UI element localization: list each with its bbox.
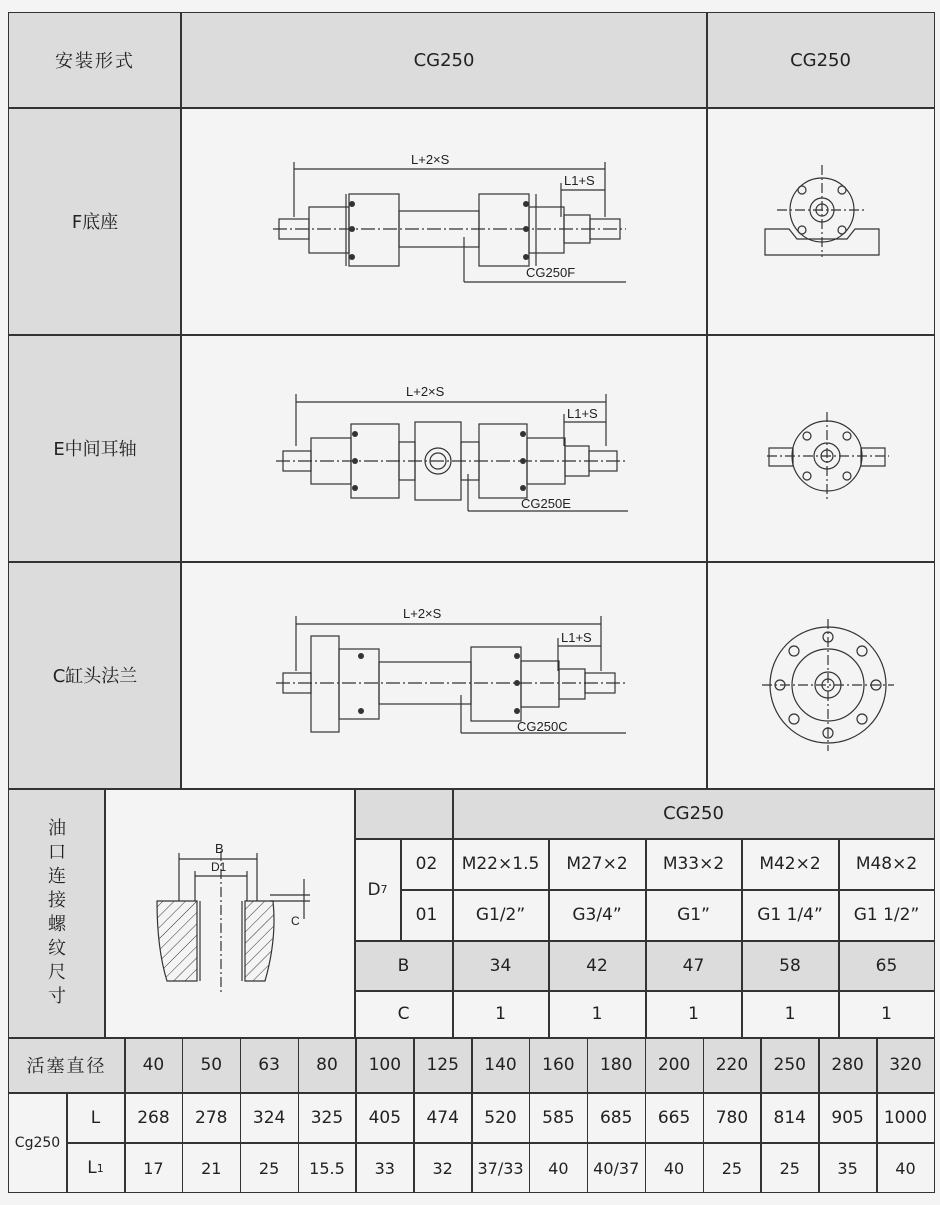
l1-value-3: 25 — [258, 1158, 280, 1178]
piston-value-9: 180 — [599, 1055, 633, 1075]
l1-value-2: 21 — [201, 1158, 222, 1178]
dim-total-f: L+2×S — [411, 152, 450, 167]
l1-value-8: 40 — [548, 1158, 569, 1178]
l-value-4: 325 — [310, 1107, 344, 1128]
l-value-3: 324 — [252, 1107, 286, 1128]
b-label: B — [397, 955, 410, 976]
thread-m-3: M33×2 — [662, 854, 725, 874]
dim-stroke-f: L1+S — [564, 173, 595, 188]
code-01: 01 — [415, 905, 438, 925]
c-value-2: 1 — [591, 1004, 603, 1024]
l1-value-6: 32 — [432, 1158, 453, 1178]
mount-label-f: F底座 — [71, 211, 119, 233]
l-value-5: 405 — [368, 1107, 402, 1128]
c-value-1: 1 — [495, 1004, 506, 1024]
l-value-14: 1000 — [883, 1107, 928, 1128]
model-code-c: CG250C — [517, 719, 568, 734]
piston-value-6: 125 — [426, 1055, 459, 1075]
thread-g-1: G1/2” — [475, 905, 526, 925]
l-value-1: 268 — [137, 1107, 170, 1128]
l-value-11: 780 — [715, 1107, 749, 1128]
piston-value-7: 140 — [484, 1055, 517, 1075]
dim-total-e: L+2×S — [406, 384, 445, 399]
l-value-13: 905 — [831, 1107, 864, 1128]
drawing-f-side — [181, 107, 707, 334]
dim-total-c: L+2×S — [403, 606, 442, 621]
thread-g-3: G1” — [677, 905, 710, 925]
dim-stroke-e: L1+S — [567, 406, 598, 421]
c-label: C — [397, 1004, 410, 1024]
b-value-1: 34 — [489, 955, 512, 976]
c-value-4: 1 — [784, 1004, 796, 1024]
piston-value-10: 200 — [657, 1055, 691, 1075]
l1-value-10: 40 — [663, 1158, 685, 1178]
piston-value-4: 80 — [316, 1055, 338, 1075]
thread-g-5: G1 1/2” — [853, 905, 920, 925]
drawing-c-end — [707, 561, 934, 788]
c-value-3: 1 — [688, 1004, 699, 1024]
label-c: C — [291, 914, 300, 928]
c-value-5: 1 — [881, 1004, 892, 1024]
l-value-6: 474 — [426, 1107, 459, 1128]
port-title: 油口连接螺纹尺寸 — [48, 817, 66, 1007]
piston-value-5: 100 — [368, 1055, 402, 1075]
l-value-8: 585 — [542, 1107, 575, 1128]
l1-value-11: 25 — [721, 1158, 743, 1178]
model-code-e: CG250E — [521, 496, 571, 511]
model-header-main: CG250 — [413, 49, 475, 71]
l1-value-9: 40/37 — [593, 1158, 640, 1178]
b-value-4: 58 — [779, 955, 801, 976]
port-model: CG250 — [663, 802, 724, 824]
l1-value-12: 25 — [779, 1158, 800, 1178]
l1-value-5: 33 — [374, 1158, 395, 1178]
thread-m-2: M27×2 — [566, 854, 628, 874]
mount-label-c: C缸头法兰 — [52, 665, 138, 687]
drawing-e-end — [707, 334, 934, 561]
thread-g-4: G1 1/4” — [757, 905, 823, 925]
piston-value-12: 250 — [773, 1055, 806, 1075]
thread-m-1: M22×1.5 — [461, 854, 540, 874]
piston-value-14: 320 — [889, 1055, 922, 1075]
piston-value-2: 50 — [200, 1055, 223, 1075]
port-thread-diagram — [105, 789, 354, 1037]
piston-value-1: 40 — [142, 1055, 165, 1075]
piston-value-3: 63 — [258, 1055, 280, 1075]
b-value-2: 42 — [586, 955, 608, 976]
l-value-7: 520 — [484, 1107, 517, 1128]
l1-row-label: L 1 — [87, 1158, 104, 1178]
b-value-5: 65 — [875, 955, 898, 976]
drawing-f-end — [707, 107, 934, 334]
series-label: Cg250 — [14, 1135, 61, 1151]
piston-value-8: 160 — [542, 1055, 575, 1075]
piston-diameter-label: 活塞直径 — [26, 1056, 107, 1077]
l-value-9: 685 — [599, 1107, 633, 1128]
model-header-side: CG250 — [790, 49, 851, 71]
thread-m-4: M42×2 — [759, 854, 821, 874]
l1-value-1: 17 — [143, 1158, 164, 1178]
l1-value-7: 37/33 — [477, 1158, 524, 1178]
piston-value-11: 220 — [715, 1055, 749, 1075]
l-value-2: 278 — [195, 1107, 228, 1128]
l1-value-4: 15.5 — [309, 1158, 345, 1178]
l-value-12: 814 — [773, 1107, 806, 1128]
label-b: B — [215, 841, 224, 856]
drawing-e-side — [181, 334, 707, 561]
l1-value-14: 40 — [895, 1158, 916, 1178]
thread-m-5: M48×2 — [855, 854, 918, 874]
model-code-f: CG250F — [526, 265, 576, 280]
l-row-label: L — [90, 1107, 101, 1128]
thread-g-2: G3/4” — [572, 905, 622, 925]
l-value-10: 665 — [657, 1107, 691, 1128]
d7-label: D 7 — [367, 879, 388, 900]
code-02: 02 — [415, 854, 438, 874]
label-d1: D1 — [211, 860, 227, 874]
drawing-c-side — [181, 561, 707, 788]
dim-stroke-c: L1+S — [561, 630, 592, 645]
b-value-3: 47 — [682, 955, 705, 976]
l1-value-13: 35 — [837, 1158, 858, 1178]
mount-label-e: E中间耳轴 — [53, 438, 137, 460]
piston-value-13: 280 — [831, 1055, 864, 1075]
mount-type-header: 安装形式 — [55, 51, 135, 72]
